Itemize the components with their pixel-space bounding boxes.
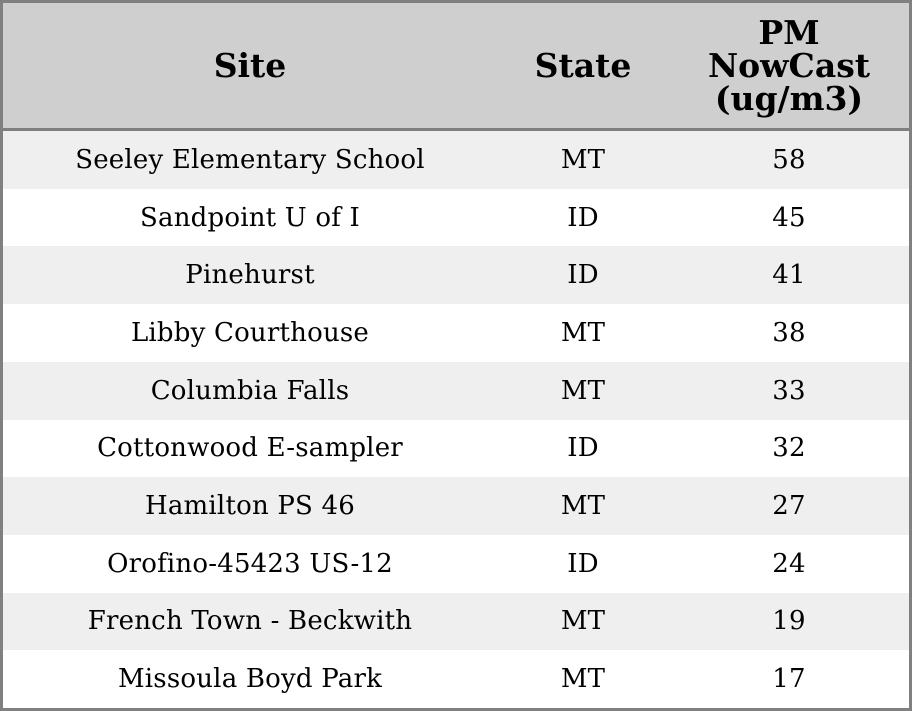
cell-site: Columbia Falls [150, 375, 350, 406]
cell-pm: 24 [772, 548, 806, 579]
table-row [3, 593, 909, 651]
table-row [3, 362, 909, 420]
table-row [3, 246, 909, 304]
cell-pm: 58 [772, 144, 806, 175]
cell-pm: 19 [772, 606, 806, 637]
cell-state: MT [560, 606, 606, 637]
table-row [3, 304, 909, 362]
cell-state: MT [560, 317, 606, 348]
cell-site: Pinehurst [185, 260, 315, 291]
table-row [3, 650, 909, 708]
cell-site: Libby Courthouse [130, 317, 370, 348]
table-header-row [3, 3, 909, 131]
cell-pm: 33 [772, 375, 806, 406]
cell-state: ID [567, 202, 599, 233]
header-pm-nowcast-label: PM NowCast (ug/m3) [707, 13, 871, 118]
cell-state: ID [567, 433, 599, 464]
cell-state: ID [567, 260, 599, 291]
cell-site: Orofino-45423 US-12 [107, 548, 393, 579]
table-row [3, 477, 909, 535]
cell-pm: 45 [772, 202, 806, 233]
table-body [3, 131, 909, 708]
header-pm-nowcast [669, 3, 909, 128]
cell-state: MT [560, 491, 606, 522]
cell-pm: 17 [772, 664, 806, 695]
table-row [3, 535, 909, 593]
cell-site: French Town - Beckwith [87, 606, 413, 637]
cell-state: MT [560, 664, 606, 695]
cell-state: MT [560, 144, 606, 175]
cell-site: Seeley Elementary School [75, 144, 425, 175]
cell-site: Sandpoint U of I [140, 202, 360, 233]
cell-pm: 32 [772, 433, 806, 464]
cell-pm: 41 [772, 260, 806, 291]
table-row [3, 189, 909, 247]
cell-state: ID [567, 548, 599, 579]
table-row [3, 131, 909, 189]
table-row [3, 420, 909, 478]
cell-site: Missoula Boyd Park [117, 664, 383, 695]
cell-pm: 27 [772, 491, 806, 522]
header-site: Site [213, 46, 287, 85]
cell-site: Cottonwood E-sampler [97, 433, 403, 464]
header-state: State [534, 46, 632, 85]
cell-pm: 38 [772, 317, 806, 348]
cell-state: MT [560, 375, 606, 406]
cell-site: Hamilton PS 46 [144, 491, 356, 522]
